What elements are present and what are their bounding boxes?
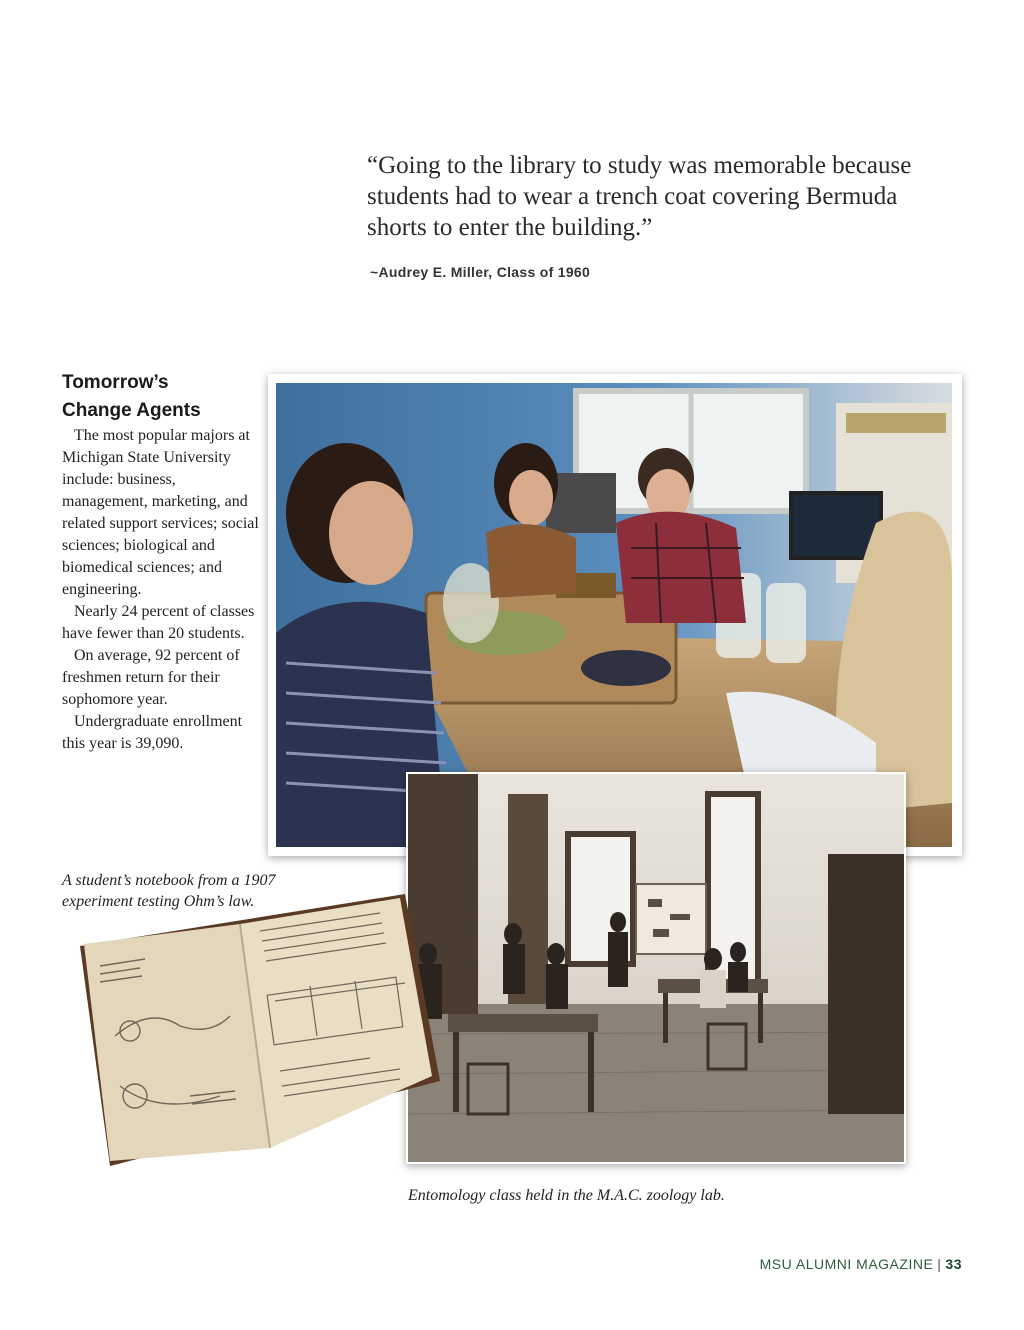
sidebar-heading-line1: Tomorrow’s	[62, 372, 169, 393]
footer-title: ALUMNI MAGAZINE	[795, 1256, 934, 1272]
footer-brand: MSU	[759, 1256, 793, 1272]
notebook-caption: A student’s notebook from a 1907 experiment testing Ohm’s law.	[62, 872, 276, 910]
sidebar-heading-line2: Change Agents	[62, 400, 201, 421]
pull-quote: “Going to the library to study was memorable because students had to wear a trench coat covering Bermuda shorts to enter the building.”	[367, 152, 912, 241]
sidebar-paragraph: Undergraduate enrollment this year is 39,090.	[62, 713, 243, 752]
page-footer	[760, 1256, 962, 1272]
sidebar-paragraph: On average, 92 percent of freshmen return for their sophomore year.	[62, 647, 240, 708]
page-number: 33	[945, 1256, 962, 1272]
notebook-image	[70, 886, 450, 1176]
sidebar-facts	[62, 369, 262, 755]
sidebar-heading	[62, 369, 262, 425]
sidebar-paragraph: Nearly 24 percent of classes have fewer than 20 students.	[62, 603, 255, 642]
lab-caption: Entomology class held in the M.A.C. zoology lab.	[408, 1187, 725, 1204]
sidebar-paragraph: The most popular majors at Michigan State University include: business, management, marketing, and related support services; social sciences; biological and biomedical sciences; and engineering.	[62, 427, 259, 598]
zoology-lab-photo	[406, 772, 906, 1164]
quote-attribution: ~Audrey E. Miller, Class of 1960	[370, 264, 591, 280]
zoology-lab-image	[408, 774, 904, 1162]
footer-separator: |	[937, 1256, 942, 1272]
